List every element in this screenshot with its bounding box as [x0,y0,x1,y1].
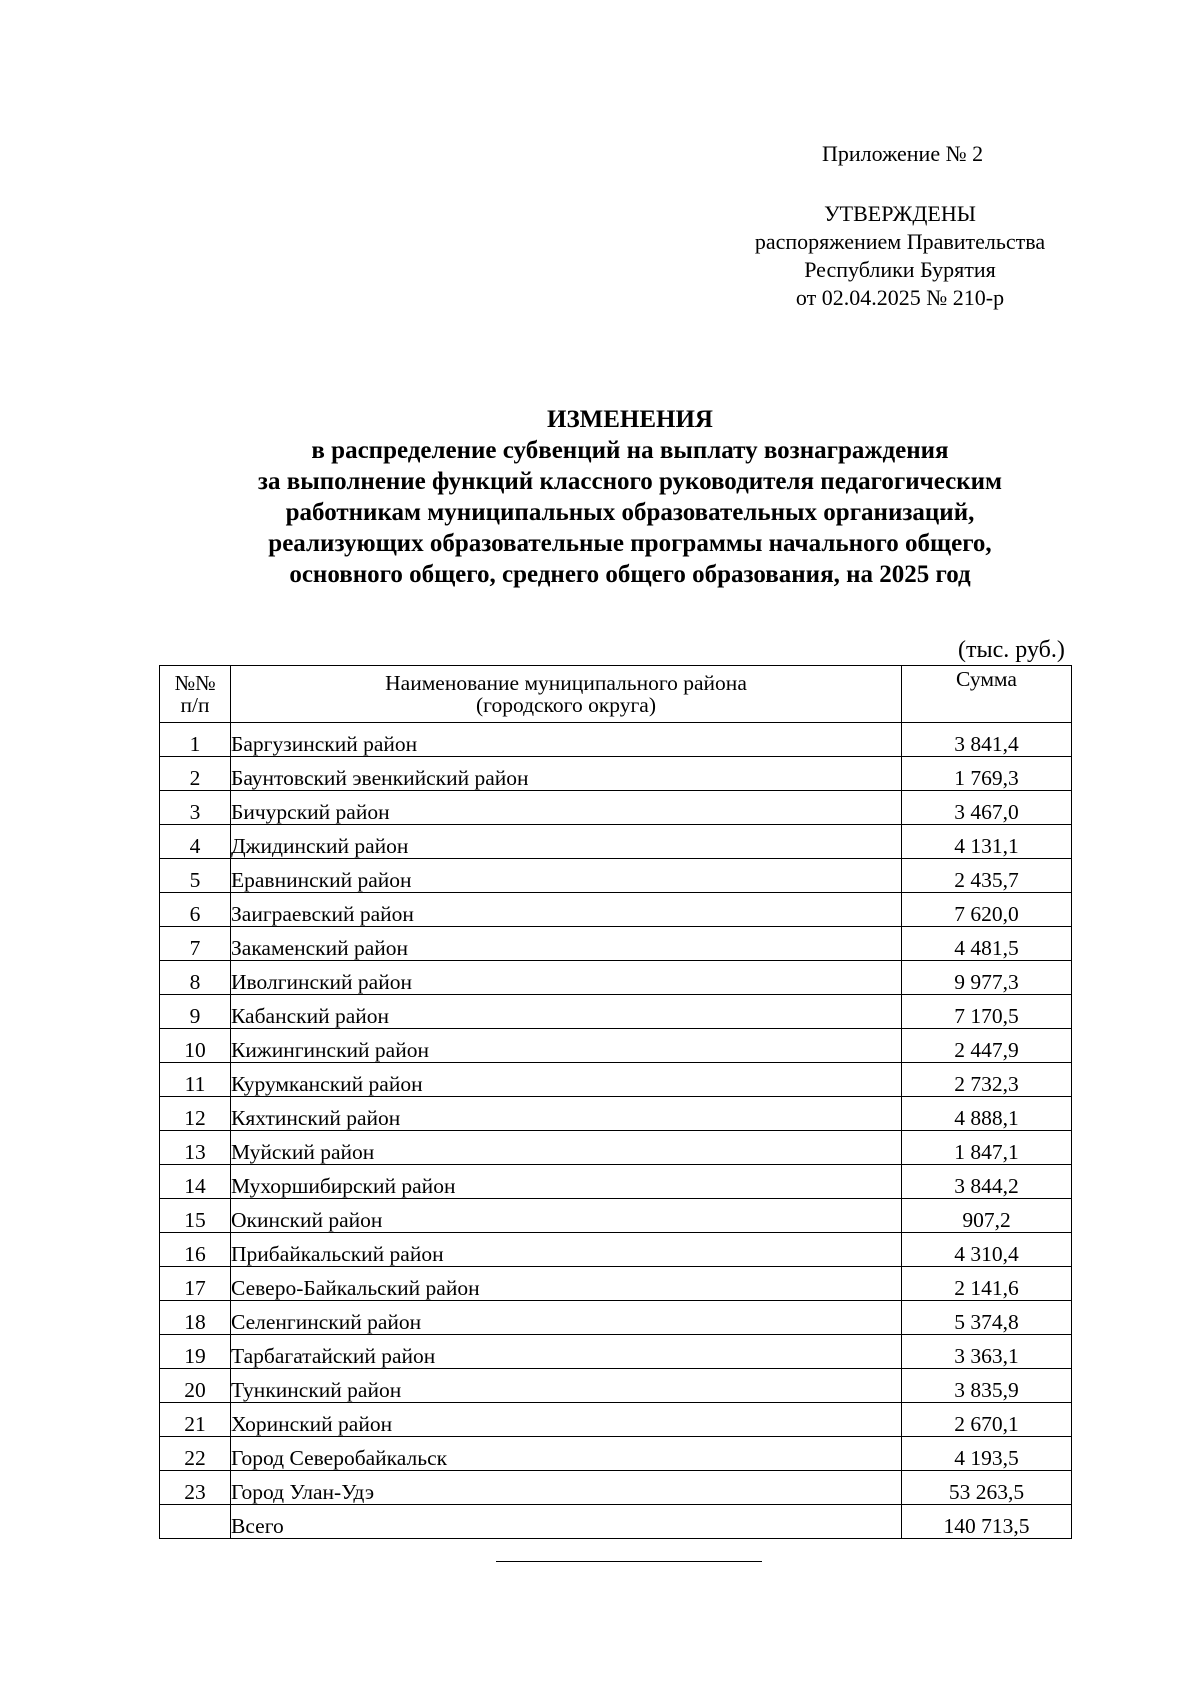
amount: 9 977,3 [902,961,1072,995]
row-number: 1 [160,723,231,757]
row-number: 22 [160,1437,231,1471]
table-row [160,1131,1072,1165]
amount: 4 131,1 [902,825,1072,859]
header-sum [902,666,1072,723]
header-number-line: №№ [174,671,216,695]
row-number: 12 [160,1097,231,1131]
amount: 1 847,1 [902,1131,1072,1165]
district-name: Хоринский район [231,1403,902,1437]
amount: 5 374,8 [902,1301,1072,1335]
row-number: 21 [160,1403,231,1437]
appendix-label: Приложение № 2 [822,141,984,166]
table-row [160,893,1072,927]
district-name: Селенгинский район [231,1301,902,1335]
district-name: Кабанский район [231,995,902,1029]
approval-line: распоряжением Правительства [754,229,1046,254]
district-name: Иволгинский район [231,961,902,995]
amount: 53 263,5 [902,1471,1072,1505]
district-name: Заиграевский район [231,893,902,927]
amount: 2 447,9 [902,1029,1072,1063]
district-name: Всего [231,1505,902,1539]
row-number: 4 [160,825,231,859]
end-rule [496,1561,762,1562]
title-line: работникам муниципальных образовательных организаций, [285,499,975,526]
amount: 4 193,5 [902,1437,1072,1471]
title-line: за выполнение функций классного руководителя педагогическим [257,468,1003,495]
amount: 3 844,2 [902,1165,1072,1199]
row-number: 13 [160,1131,231,1165]
table-row [160,1369,1072,1403]
amount: 3 841,4 [902,723,1072,757]
subvention-table [159,665,1072,1539]
amount: 2 732,3 [902,1063,1072,1097]
district-name: Муйский район [231,1131,902,1165]
amount: 7 620,0 [902,893,1072,927]
row-number: 23 [160,1471,231,1505]
header-name-line: (городского округа) [476,693,656,717]
table-header-row [160,666,1072,723]
amount: 1 769,3 [902,757,1072,791]
row-number: 6 [160,893,231,927]
table-row [160,1301,1072,1335]
district-name: Баунтовский эвенкийский район [231,757,902,791]
title-line: в распределение субвенций на выплату вознаграждения [311,437,949,464]
amount: 3 467,0 [902,791,1072,825]
district-name: Закаменский район [231,927,902,961]
table-row [160,859,1072,893]
district-name: Город Северобайкальск [231,1437,902,1471]
table-row [160,723,1072,757]
approval-heading: УТВЕРЖДЕНЫ [824,201,976,226]
district-name: Курумканский район [231,1063,902,1097]
row-number: 15 [160,1199,231,1233]
amount: 7 170,5 [902,995,1072,1029]
table-row [160,1437,1072,1471]
header-number-line: п/п [180,693,210,717]
title-line: основного общего, среднего общего образования, на 2025 год [289,561,971,588]
header-sum-label: Сумма [956,667,1017,691]
amount: 2 670,1 [902,1403,1072,1437]
district-name: Кижингинский район [231,1029,902,1063]
amount: 4 310,4 [902,1233,1072,1267]
table-row [160,1199,1072,1233]
district-name: Прибайкальский район [231,1233,902,1267]
units-label: (тыс. руб.) [958,637,1065,663]
approval-line: Республики Бурятия [804,257,996,282]
table-row [160,825,1072,859]
row-number: 10 [160,1029,231,1063]
amount: 3 363,1 [902,1335,1072,1369]
amount: 907,2 [902,1199,1072,1233]
table-row [160,961,1072,995]
amount: 2 141,6 [902,1267,1072,1301]
table-row [160,995,1072,1029]
district-name: Бичурский район [231,791,902,825]
district-name: Северо-Байкальский район [231,1267,902,1301]
row-number: 7 [160,927,231,961]
table-row [160,1233,1072,1267]
district-name: Джидинский район [231,825,902,859]
row-number: 18 [160,1301,231,1335]
district-name: Тарбагатайский район [231,1335,902,1369]
approval-block [700,200,1100,312]
row-number: 14 [160,1165,231,1199]
table-row [160,1335,1072,1369]
table-row [160,791,1072,825]
row-number [160,1505,231,1539]
row-number: 3 [160,791,231,825]
table-row [160,1267,1072,1301]
amount: 4 481,5 [902,927,1072,961]
document-title [120,404,1140,590]
table-row [160,927,1072,961]
header-name [231,666,902,723]
row-number: 16 [160,1233,231,1267]
table-row [160,1165,1072,1199]
amount: 2 435,7 [902,859,1072,893]
table-body [160,723,1072,1539]
amount: 4 888,1 [902,1097,1072,1131]
title-line: реализующих образовательные программы начального общего, [268,530,992,557]
row-number: 2 [160,757,231,791]
amount: 140 713,5 [902,1505,1072,1539]
approval-date-line: от 02.04.2025 № 210-р [795,285,1005,310]
header-name-line: Наименование муниципального района [385,671,747,695]
row-number: 19 [160,1335,231,1369]
district-name: Кяхтинский район [231,1097,902,1131]
table-row [160,1097,1072,1131]
district-name: Город Улан-Удэ [231,1471,902,1505]
district-name: Тункинский район [231,1369,902,1403]
total-row [160,1505,1072,1539]
table-row [160,1029,1072,1063]
table-row [160,757,1072,791]
district-name: Мухоршибирский район [231,1165,902,1199]
amount: 3 835,9 [902,1369,1072,1403]
table-row [160,1471,1072,1505]
district-name: Окинский район [231,1199,902,1233]
title-heading: ИЗМЕНЕНИЯ [547,406,713,433]
table-row [160,1403,1072,1437]
row-number: 11 [160,1063,231,1097]
row-number: 9 [160,995,231,1029]
row-number: 17 [160,1267,231,1301]
row-number: 8 [160,961,231,995]
row-number: 5 [160,859,231,893]
header-number [160,666,231,723]
district-name: Еравнинский район [231,859,902,893]
table-row [160,1063,1072,1097]
row-number: 20 [160,1369,231,1403]
district-name: Баргузинский район [231,723,902,757]
